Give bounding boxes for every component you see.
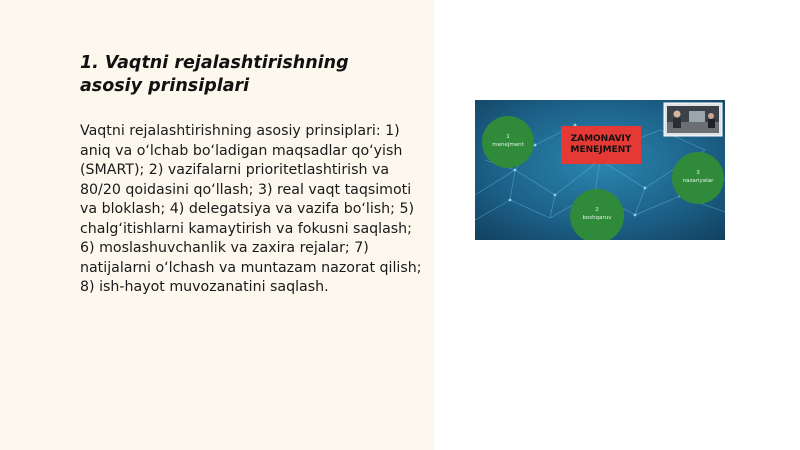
- circle-2-label: boshqaruv: [582, 215, 612, 221]
- circle-3-label: nazariyalar: [682, 178, 714, 184]
- slide-body-text: Vaqtni rejalashtirishning asosiy prinsiplari: 1) aniq va o‘lchab bo‘ladigan maqsadlar qo‘yish (SMART); 2) vazifalarni prioritetlashtirish va 80/20 qoidasini qo‘llash; 3) real vaqt taqsimoti va bloklash; 4) delegatsiya va vazifa bo‘lish; 5) chalg‘itishlarni kamaytirish va fokusni saqlash; 6) moslashuvchanlik va zaxira rejalar; 7) natijalarni o‘lchash va muntazam nazorat qilish; 8) ish-hayot muvozanatini saqlash.: [80, 123, 422, 295]
- circle-2-number: 2: [595, 207, 599, 213]
- person-icon: [674, 111, 681, 118]
- banner-text: ZAMONAVIY MENEJMENT: [570, 134, 632, 155]
- circle-3-number: 3: [696, 170, 700, 176]
- slide-title: 1. Vaqtni rejalashtirishning asosiy prinsiplari: [80, 53, 349, 96]
- video-thumbnail: [664, 103, 722, 136]
- circle-1-label: menejment: [492, 142, 524, 148]
- circle-3: [672, 152, 724, 204]
- modern-management-illustration: [475, 100, 725, 240]
- circle-1: [482, 116, 534, 168]
- title-banner: [561, 126, 641, 164]
- circle-1-number: 1: [506, 134, 510, 140]
- illustration-svg: [475, 100, 725, 240]
